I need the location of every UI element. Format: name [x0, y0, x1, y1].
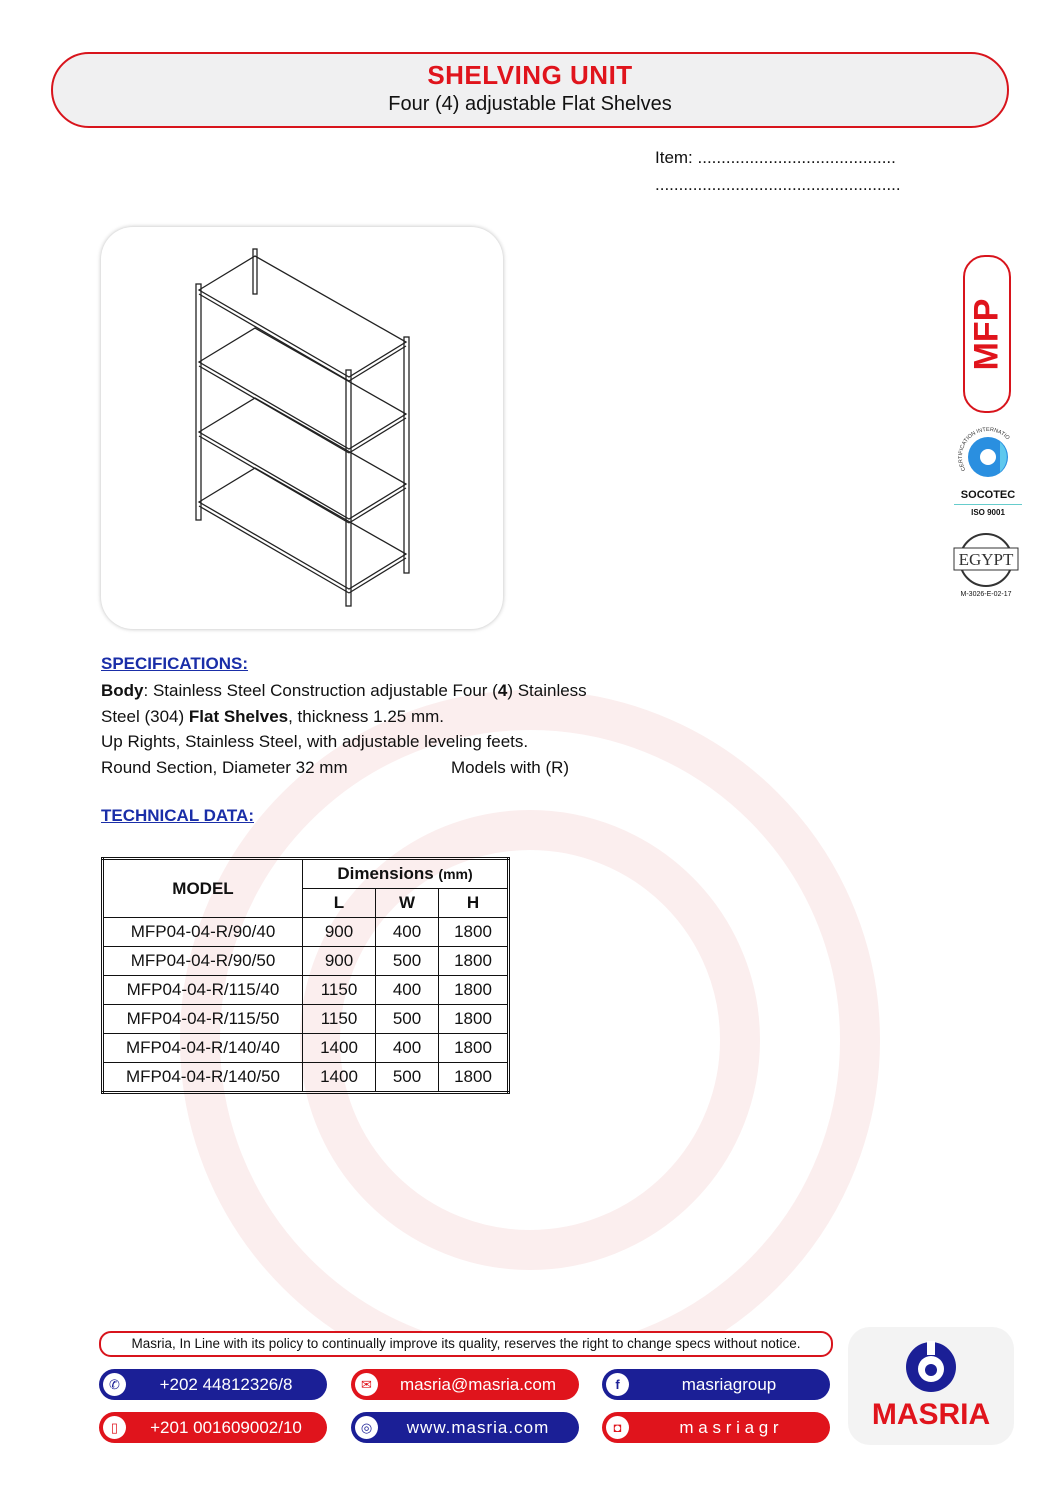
col-dimensions-unit: (mm) [438, 866, 473, 882]
table-row [103, 976, 509, 1005]
socotec-badge [948, 424, 1028, 517]
table-cell: 500 [376, 947, 439, 976]
spec-text: Models with (R) [451, 757, 570, 777]
table-cell: 1400 [303, 1063, 376, 1093]
iso-text: ISO 9001 [954, 504, 1022, 517]
spec-text: ) Stainless [507, 681, 587, 700]
table-cell: 900 [303, 947, 376, 976]
table-cell: 1150 [303, 1005, 376, 1034]
spec-text: , thickness 1.25 mm. [288, 706, 444, 726]
table-cell: MFP04-04-R/90/40 [103, 918, 303, 947]
table-cell: 900 [303, 918, 376, 947]
table-row [103, 1034, 509, 1063]
col-w: W [376, 889, 439, 918]
title-banner [51, 52, 1009, 128]
table-cell: 1150 [303, 976, 376, 1005]
spec-text: Round Section, Diameter 32 mm [101, 757, 348, 777]
spec-text: : Stainless Steel Construction adjustable Four ( [143, 681, 498, 700]
facebook-icon: f [606, 1373, 629, 1396]
masria-logo [848, 1327, 1014, 1445]
egypt-text: EGYPT [958, 550, 1014, 569]
globe-icon: ◎ [355, 1416, 378, 1439]
table-cell: 500 [376, 1005, 439, 1034]
table-cell: 400 [376, 976, 439, 1005]
socotec-ring-textpath: CERTIFICATION INTERNATIO [957, 426, 1011, 472]
col-dimensions [303, 859, 509, 889]
page-subtitle: Four (4) adjustable Flat Shelves [388, 93, 672, 115]
mfp-label: MFP [967, 298, 1006, 371]
table-row [103, 947, 509, 976]
mail-icon: ✉ [355, 1373, 378, 1396]
brand-name: MASRIA [871, 1398, 991, 1431]
table-cell: MFP04-04-R/115/50 [103, 1005, 303, 1034]
col-dimensions-label: Dimensions [337, 864, 434, 883]
table-cell: 1800 [439, 976, 509, 1005]
table-cell: 1800 [439, 1034, 509, 1063]
product-image-frame [101, 227, 503, 629]
table-cell: 1800 [439, 918, 509, 947]
website-text: www.masria.com [406, 1418, 550, 1437]
phone-text: +202 44812326/8 [159, 1375, 293, 1394]
table-cell: 1400 [303, 1034, 376, 1063]
egypt-seal-icon [950, 530, 1022, 590]
table-cell: MFP04-04-R/90/50 [103, 947, 303, 976]
facebook-text: masriagroup [681, 1375, 777, 1394]
notice-banner: Masria, In Line with its policy to continually improve its quality, reserves the right to change specs without notice. [99, 1331, 833, 1357]
table-row [103, 1005, 509, 1034]
socotec-logo-icon [948, 424, 1028, 484]
col-h: H [439, 889, 509, 918]
mobile-text: +201 001609002/10 [150, 1418, 302, 1437]
table-cell: 400 [376, 918, 439, 947]
spec-bold: 4 [497, 681, 508, 700]
facebook-link[interactable] [602, 1369, 830, 1400]
technical-data-table [101, 857, 510, 1094]
specifications-heading: SPECIFICATIONS: [101, 654, 249, 673]
website-link[interactable] [351, 1412, 579, 1443]
page-title: SHELVING UNIT [427, 60, 633, 90]
table-cell: MFP04-04-R/140/50 [103, 1063, 303, 1093]
shelving-unit-drawing [101, 227, 503, 629]
email-link[interactable] [351, 1369, 579, 1400]
item-field-line2: .................................................... [655, 175, 901, 194]
technical-data-heading: TECHNICAL DATA: [101, 806, 254, 825]
socotec-text: SOCOTEC [960, 489, 1016, 501]
table-row [103, 918, 509, 947]
spec-text: Steel (304) [101, 706, 189, 726]
table-cell: MFP04-04-R/115/40 [103, 976, 303, 1005]
table-cell: 400 [376, 1034, 439, 1063]
spec-text: Up Rights, Stainless Steel, with adjustable leveling feets. [101, 732, 529, 751]
made-in-egypt-seal [950, 530, 1022, 602]
instagram-link[interactable] [602, 1412, 830, 1443]
table-cell: 1800 [439, 947, 509, 976]
instagram-icon: ◘ [606, 1416, 629, 1439]
mfp-badge [963, 255, 1011, 413]
mobile-link[interactable] [99, 1412, 327, 1443]
table-cell: 1800 [439, 1005, 509, 1034]
body-label: Body [101, 681, 144, 700]
table-row [103, 1063, 509, 1093]
mobile-icon: ▯ [103, 1416, 126, 1439]
phone-icon: ✆ [103, 1373, 126, 1396]
item-field: Item: .......................................... [655, 148, 896, 167]
specifications-text [101, 678, 701, 780]
col-model: MODEL [103, 859, 303, 918]
table-cell: MFP04-04-R/140/40 [103, 1034, 303, 1063]
col-l: L [303, 889, 376, 918]
egypt-code: M-3026-E-02-17 [960, 591, 1012, 598]
table-cell: 1800 [439, 1063, 509, 1093]
phone-link[interactable] [99, 1369, 327, 1400]
table-cell: 500 [376, 1063, 439, 1093]
email-text: masria@masria.com [399, 1375, 557, 1394]
spec-bold: Flat Shelves [188, 706, 289, 726]
instagram-text: m a s r i a g r [679, 1418, 779, 1437]
masria-emblem-icon [901, 1337, 961, 1397]
